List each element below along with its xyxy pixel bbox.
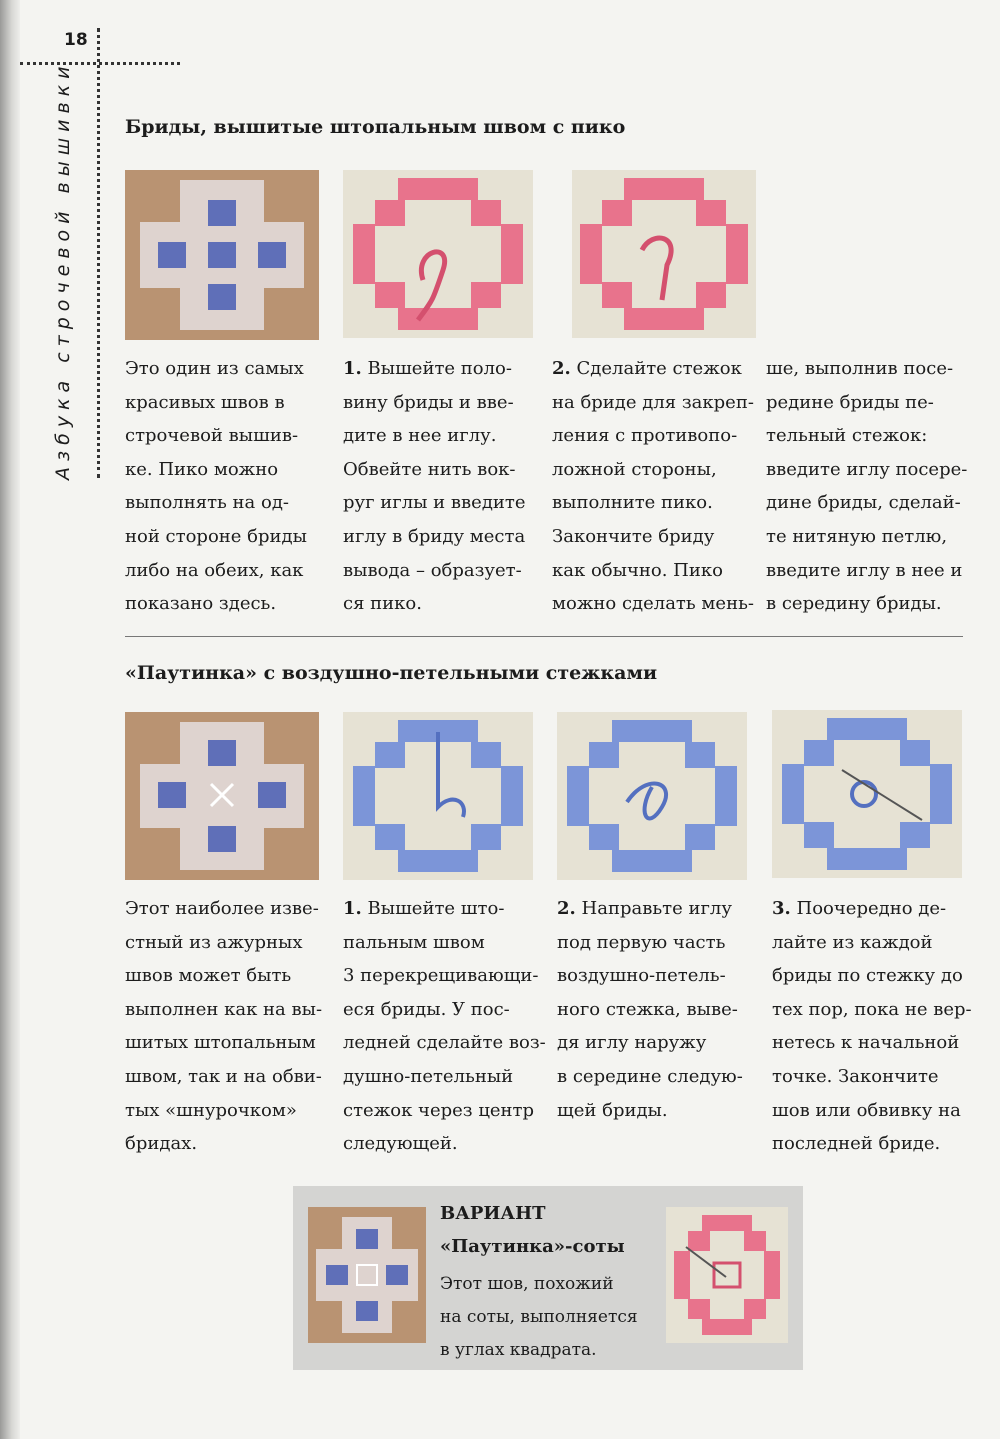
step-text: Вышейте што- пальным швом 3 перекрещивающи- еся бриды. У пос- ледней сделайте воз- душно-петельный стежок через центр следующей.: [343, 898, 546, 1155]
diagram-step2-blue: [557, 712, 747, 880]
section1-step1: [343, 352, 526, 621]
section1-intro: Это один из самых красивых швов в строчевой вышив- ке. Пико можно выполнять на од- ной стороне бриды либо на обеих, как показано здесь.: [125, 358, 307, 615]
variant-label: ВАРИАНТ: [440, 1203, 546, 1224]
diagram-step3-blue: [772, 710, 962, 878]
section2-step1: [343, 892, 546, 1161]
section2-step2: [557, 892, 743, 1127]
step-number: 2.: [557, 898, 576, 919]
diagram-variant-pink: [666, 1207, 788, 1343]
diagram-step1-blue: [343, 712, 533, 880]
step-text: Направьте иглу под первую часть воздушно-петель- ного стежка, выве- дя иглу наружу в середине следую- щей бриды.: [557, 898, 743, 1121]
photo-spiderweb: [125, 712, 319, 880]
step-number: 1.: [343, 898, 362, 919]
step-text: Сделайте стежок на бриде для закреп- ления с противопо- ложной стороны, выполните пико. Закончите бриду как обычно. Пико можно сделать мень-: [552, 358, 754, 615]
photo-bride-picot: [125, 170, 319, 340]
photo-variant-honeycomb: [308, 1207, 426, 1343]
section1-heading: Бриды, вышитые штопальным швом с пико: [125, 116, 626, 138]
step-number: 3.: [772, 898, 791, 919]
section1-step2-continued: ше, выполнив посе- редине бриды пе- тельный стежок: введите иглу посере- дине бриды, сделай- те нитяную петлю, введите иглу в нее и в середину бриды.: [766, 358, 968, 615]
step-text: Поочередно де- лайте из каждой бриды по стежку до тех пор, пока не вер- нетесь к начальной точке. Закончите шов или обвивку на последней бриде.: [772, 898, 972, 1155]
step-text: Вышейте поло- вину бриды и вве- дите в нее иглу. Обвейте нить вок- руг иглы и введите иглу в бриду места вывода – образует- ся пико.: [343, 358, 526, 615]
dotted-rule-horizontal: [20, 62, 180, 65]
page-number: 18: [64, 30, 88, 50]
step-number: 1.: [343, 358, 362, 379]
diagram-step2-pink: [572, 170, 756, 338]
section2-step3: [772, 892, 972, 1161]
diagram-step1-pink: [343, 170, 533, 338]
section1-step2: [552, 352, 754, 621]
variant-title: «Паутинка»-соты: [440, 1236, 625, 1257]
section2-intro: Этот наиболее изве- стный из ажурных швов может быть выполнен как на вы- шитых штопальным швом, так и на обви- тых «шнурочком» бридах.: [125, 898, 323, 1155]
section2-heading: «Паутинка» с воздушно-петельными стежками: [125, 662, 658, 684]
section-divider: [125, 636, 963, 637]
side-title: Азбука строчевой вышивки: [52, 60, 74, 480]
dotted-rule-vertical: [97, 28, 100, 478]
page-binding-shadow: [0, 0, 20, 1439]
step-number: 2.: [552, 358, 571, 379]
variant-text: Этот шов, похожий на соты, выполняется в углах квадрата.: [440, 1274, 638, 1360]
